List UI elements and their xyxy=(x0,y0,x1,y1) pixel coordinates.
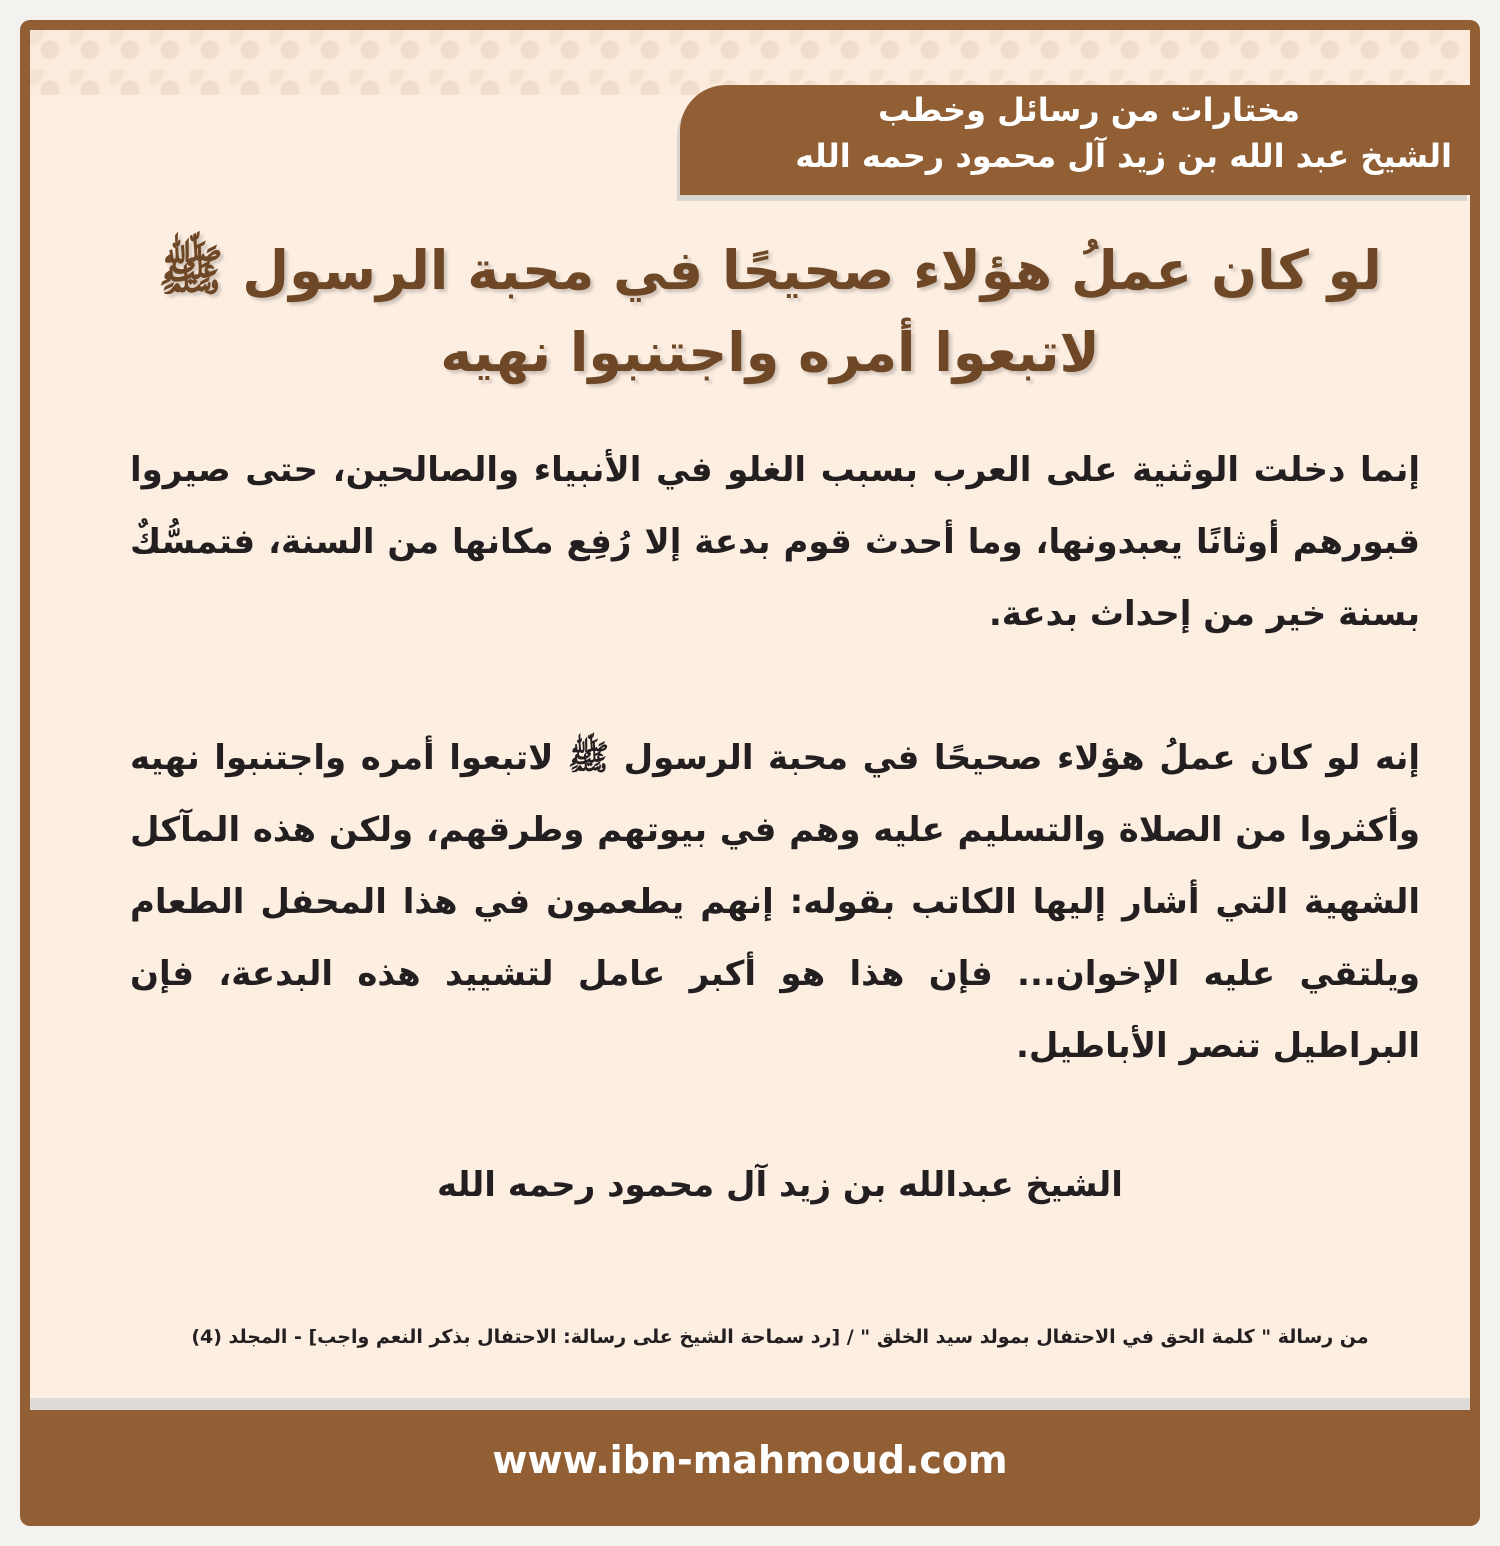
website-link[interactable]: www.ibn-mahmoud.com xyxy=(492,1438,1008,1482)
divider xyxy=(30,1398,1470,1410)
content-card xyxy=(30,30,1470,1410)
header-banner xyxy=(680,85,1470,195)
page-frame xyxy=(20,20,1480,1526)
source-citation: من رسالة " كلمة الحق في الاحتفال بمولد سيد الخلق " / [رد سماحة الشيخ على رسالة: الاحتفال بذكر النعم واجب] - المجلد (4) xyxy=(191,1326,1369,1348)
signature: الشيخ عبدالله بن زيد آل محمود رحمه الله xyxy=(437,1165,1123,1205)
author-name-header: الشيخ عبد الله بن زيد آل محمود رحمه الله xyxy=(795,137,1452,175)
paragraph-2: إنه لو كان عملُ هؤلاء صحيحًا في محبة الرسول ﷺ لاتبعوا أمره واجتنبوا نهيه وأكثروا من الصلاة والتسليم عليه وهم في بيوتهم وطرقهم، ولكن هذه المآكل الشهية التي أشار إليها الكاتب بقوله: إنهم يطعمون في هذا المحفل الطعام ويلتقي عليه الإخوان... فإن هذا هو أكبر عامل لتشييد هذه البدعة، فإن البراطيل تنصر الأباطيل. xyxy=(130,738,1420,1066)
paragraph-1: إنما دخلت الوثنية على العرب بسبب الغلو في الأنبياء والصالحين، حتى صيروا قبورهم أوثانًا يعبدونها، وما أحدث قوم بدعة إلا رُفِع مكانها من السنة، فتمسُّكٌ بسنة خير من إحداث بدعة. xyxy=(130,450,1420,634)
series-title: مختارات من رسائل وخطب xyxy=(877,91,1300,129)
article-title: لو كان عملُ هؤلاء صحيحًا في محبة الرسول ﷺ لاتبعوا أمره واجتنبوا نهيه xyxy=(158,239,1382,384)
